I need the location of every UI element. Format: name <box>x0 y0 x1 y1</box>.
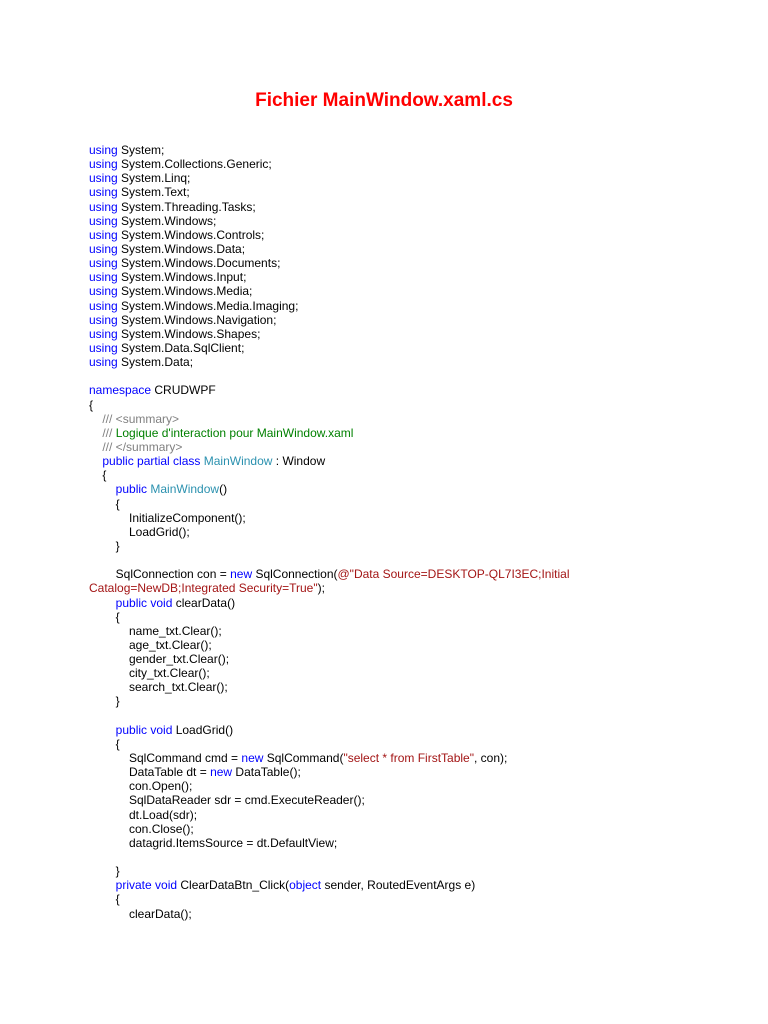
code-token <box>89 426 102 440</box>
code-token: System.Data.SqlClient; <box>117 340 245 355</box>
code-token: using <box>89 185 118 200</box>
code-token: using <box>89 256 118 271</box>
code-line <box>89 525 709 539</box>
code-token: name_txt.Clear(); <box>89 623 222 638</box>
code-token <box>89 440 102 454</box>
code-token: CRUDWPF <box>151 383 216 398</box>
code-token: MainWindow <box>150 482 220 497</box>
code-token: using <box>89 284 118 299</box>
code-token: System.Windows; <box>117 213 217 228</box>
code-line <box>89 864 709 878</box>
code-token: search_txt.Clear(); <box>89 680 228 695</box>
code-line <box>89 454 709 468</box>
code-token: System.Windows.Controls; <box>117 227 265 242</box>
code-token: { <box>89 397 94 412</box>
code-token <box>89 878 116 892</box>
code-token: datagrid.ItemsSource = dt.DefaultView; <box>89 835 338 850</box>
code-token: sender, RoutedEventArgs e) <box>321 878 476 893</box>
code-line <box>89 680 709 694</box>
code-token: { <box>89 892 120 907</box>
code-token: : Window <box>272 454 326 469</box>
code-token: } <box>89 694 120 709</box>
code-line <box>89 482 709 496</box>
code-line <box>89 426 709 440</box>
code-token: using <box>89 199 118 214</box>
code-line <box>89 652 709 666</box>
code-line <box>89 808 709 822</box>
code-token: { <box>89 736 120 751</box>
code-line <box>89 412 709 426</box>
code-line <box>89 157 709 171</box>
code-token: "select * from FirstTable" <box>343 751 474 766</box>
code-token: System.Linq; <box>117 171 191 186</box>
code-line <box>89 497 709 511</box>
code-token: System.Threading.Tasks; <box>117 199 256 214</box>
code-token: con.Open(); <box>89 779 193 794</box>
code-line <box>89 327 709 341</box>
code-line <box>89 581 709 595</box>
code-line <box>89 383 709 397</box>
code-line <box>89 284 709 298</box>
code-line <box>89 610 709 624</box>
code-token: using <box>89 355 118 370</box>
code-token: System.Windows.Shapes; <box>117 326 261 341</box>
code-line <box>89 892 709 906</box>
code-listing <box>89 143 709 921</box>
code-line <box>89 171 709 185</box>
code-token <box>89 482 116 496</box>
code-token: Catalog=NewDB;Integrated Security=True" <box>89 581 318 596</box>
code-token: () <box>219 482 228 497</box>
code-token: using <box>89 143 118 157</box>
code-line <box>89 468 709 482</box>
code-token: System.Windows.Input; <box>117 270 247 285</box>
code-token <box>89 596 116 610</box>
code-token: public <box>115 482 148 497</box>
code-token <box>89 723 116 737</box>
code-line <box>89 242 709 256</box>
code-line <box>89 624 709 638</box>
code-token: SqlConnection( <box>252 567 338 582</box>
code-token: System.Windows.Media.Imaging; <box>117 298 299 313</box>
code-line <box>89 723 709 737</box>
code-line <box>89 596 709 610</box>
code-line <box>89 228 709 242</box>
code-token: LoadGrid(); <box>89 524 190 539</box>
code-line <box>89 638 709 652</box>
code-token: using <box>89 298 118 313</box>
code-token: System.Windows.Data; <box>117 241 246 256</box>
code-token: using <box>89 213 118 228</box>
code-token: new <box>210 765 233 780</box>
code-line <box>89 822 709 836</box>
code-token: object <box>289 878 322 893</box>
code-line <box>89 907 709 921</box>
code-token: using <box>89 241 118 256</box>
code-line <box>89 878 709 892</box>
code-line <box>89 850 709 864</box>
code-token: using <box>89 340 118 355</box>
code-line <box>89 440 709 454</box>
code-token: DataTable dt = <box>89 765 211 780</box>
code-token: /// <box>102 425 116 440</box>
code-line <box>89 299 709 313</box>
code-line <box>89 214 709 228</box>
code-line <box>89 553 709 567</box>
code-token: private void <box>115 878 178 893</box>
code-token: public void <box>115 722 173 737</box>
code-line <box>89 666 709 680</box>
code-line <box>89 398 709 412</box>
code-token: SqlConnection con = <box>89 567 231 582</box>
code-token: System.Windows.Media; <box>117 284 253 299</box>
code-token: age_txt.Clear(); <box>89 637 212 652</box>
code-token: @"Data Source=DESKTOP-QL7I3EC;Initial <box>337 567 570 582</box>
code-line <box>89 369 709 383</box>
code-token: , con); <box>474 751 508 766</box>
document-title: Fichier MainWindow.xaml.cs <box>255 90 513 111</box>
code-token <box>89 412 102 426</box>
code-token: MainWindow <box>203 454 273 469</box>
code-token: public partial class <box>102 454 201 469</box>
code-token: } <box>89 538 120 553</box>
code-line <box>89 143 709 157</box>
code-token: System.Windows.Navigation; <box>117 312 277 327</box>
code-line <box>89 200 709 214</box>
code-token: gender_txt.Clear(); <box>89 652 230 667</box>
code-token: using <box>89 326 118 341</box>
code-token: SqlCommand cmd = <box>89 751 242 766</box>
code-token: ); <box>317 581 325 596</box>
code-token: clearData() <box>172 595 236 610</box>
code-token: } <box>89 864 120 879</box>
code-line <box>89 313 709 327</box>
code-token: con.Close(); <box>89 821 194 836</box>
code-token: dt.Load(sdr); <box>89 807 198 822</box>
code-token: System.Text; <box>117 185 190 200</box>
code-token: { <box>89 468 107 483</box>
code-token: System.Collections.Generic; <box>117 157 272 172</box>
code-line <box>89 765 709 779</box>
code-token: using <box>89 171 118 186</box>
code-line <box>89 185 709 199</box>
code-token: ClearDataBtn_Click( <box>177 878 290 893</box>
code-line <box>89 511 709 525</box>
code-line <box>89 567 709 581</box>
code-token: clearData(); <box>89 906 192 921</box>
code-line <box>89 694 709 708</box>
code-token: using <box>89 157 118 172</box>
code-token: namespace <box>89 383 152 398</box>
code-token: System.Windows.Documents; <box>117 256 281 271</box>
code-token: DataTable(); <box>232 765 301 780</box>
code-token: System; <box>117 143 165 157</box>
code-token: using <box>89 270 118 285</box>
code-token: SqlCommand( <box>263 751 344 766</box>
code-line <box>89 270 709 284</box>
code-line <box>89 256 709 270</box>
code-token: city_txt.Clear(); <box>89 666 210 681</box>
code-line <box>89 751 709 765</box>
code-token: Logique d'interaction pour MainWindow.xaml <box>115 425 354 440</box>
code-token: new <box>230 567 253 582</box>
code-line <box>89 355 709 369</box>
code-token: { <box>89 609 120 624</box>
code-line <box>89 539 709 553</box>
code-token: { <box>89 496 120 511</box>
code-token: /// <summary> <box>102 411 180 426</box>
code-line <box>89 709 709 723</box>
code-token: public void <box>115 595 173 610</box>
code-token: SqlDataReader sdr = cmd.ExecuteReader(); <box>89 793 365 808</box>
code-token: using <box>89 227 118 242</box>
code-line <box>89 836 709 850</box>
code-line <box>89 737 709 751</box>
code-token: InitializeComponent(); <box>89 510 246 525</box>
code-token: LoadGrid() <box>172 722 234 737</box>
code-line <box>89 793 709 807</box>
code-token: new <box>241 751 264 766</box>
code-line <box>89 779 709 793</box>
code-line <box>89 341 709 355</box>
code-token: using <box>89 312 118 327</box>
code-token: /// </summary> <box>102 439 183 454</box>
code-token: System.Data; <box>117 355 194 370</box>
code-token <box>89 454 102 468</box>
